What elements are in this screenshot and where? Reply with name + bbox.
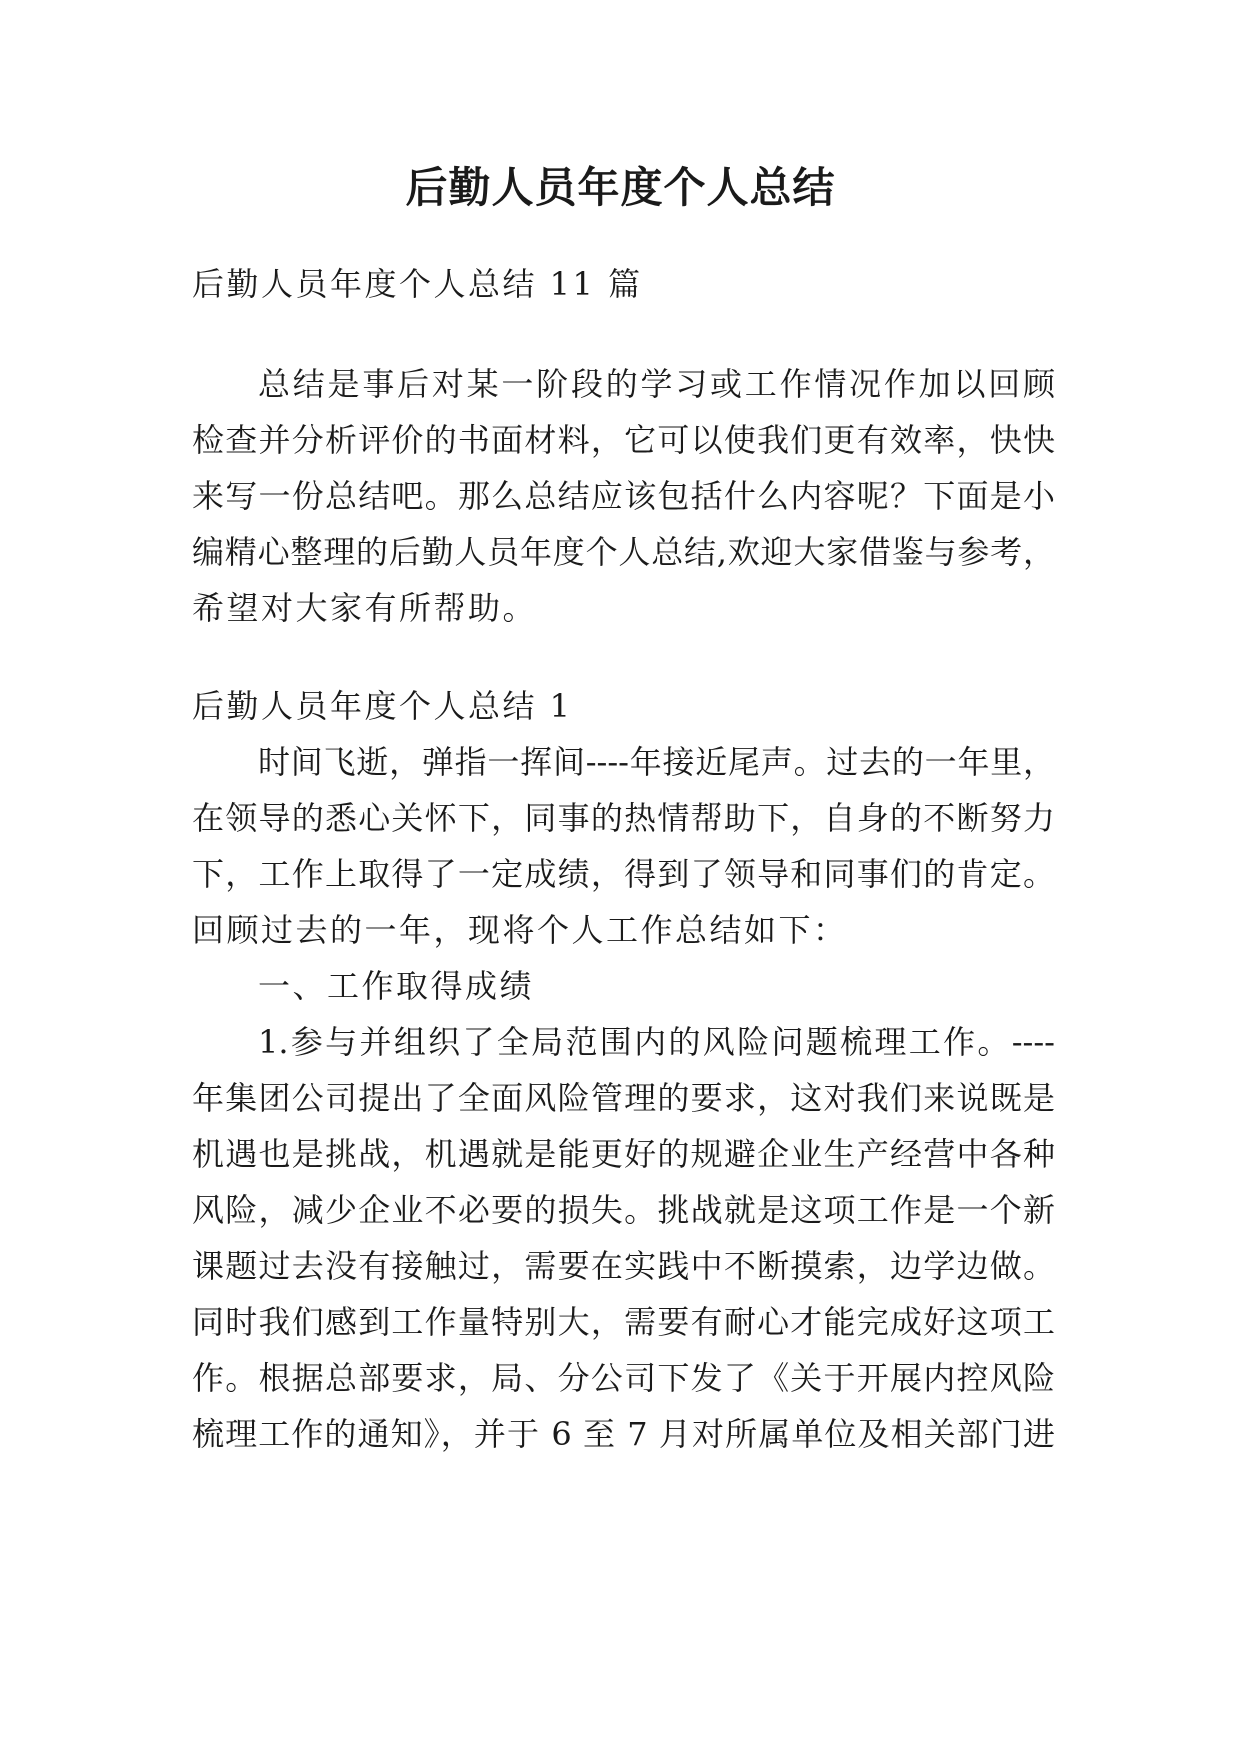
paragraph-line: 检查并分析评价的书面材料，它可以使我们更有效率，快快 (192, 421, 1055, 459)
subsection-heading: 一、工作取得成绩 (258, 967, 535, 1005)
paragraph-line: 课题过去没有接触过，需要在实践中不断摸索，边学边做。 (192, 1247, 1055, 1285)
paragraph-line: 编精心整理的后勤人员年度个人总结,欢迎大家借鉴与参考， (192, 533, 1055, 571)
paragraph-line: 1.参与并组织了全局范围内的风险问题梳理工作。---- (258, 1023, 1055, 1061)
paragraph-line: 风险，减少企业不必要的损失。挑战就是这项工作是一个新 (192, 1191, 1055, 1229)
paragraph-line: 时间飞逝，弹指一挥间----年接近尾声。过去的一年里， (258, 743, 1055, 781)
paragraph-line: 来写一份总结吧。那么总结应该包括什么内容呢？下面是小 (192, 477, 1055, 515)
section-heading: 后勤人员年度个人总结 1 (192, 687, 573, 725)
paragraph-line: 下，工作上取得了一定成绩，得到了领导和同事们的肯定。 (192, 855, 1055, 893)
paragraph-line: 希望对大家有所帮助。 (192, 589, 538, 627)
paragraph-line: 年集团公司提出了全面风险管理的要求，这对我们来说既是 (192, 1079, 1055, 1117)
paragraph-line: 作。根据总部要求，局、分公司下发了《关于开展内控风险 (192, 1359, 1055, 1397)
paragraph-line: 梳理工作的通知》，并于 6 至 7 月对所属单位及相关部门进 (192, 1415, 1055, 1453)
paragraph-line: 总结是事后对某一阶段的学习或工作情况作加以回顾 (258, 365, 1055, 403)
paragraph-line: 机遇也是挑战，机遇就是能更好的规避企业生产经营中各种 (192, 1135, 1055, 1173)
document-title: 后勤人员年度个人总结 (405, 163, 836, 212)
paragraph-line: 同时我们感到工作量特别大，需要有耐心才能完成好这项工 (192, 1303, 1055, 1341)
paragraph-line: 回顾过去的一年，现将个人工作总结如下： (192, 911, 848, 949)
document-subtitle: 后勤人员年度个人总结 11 篇 (192, 265, 643, 303)
paragraph-line: 在领导的悉心关怀下，同事的热情帮助下，自身的不断努力 (192, 799, 1055, 837)
